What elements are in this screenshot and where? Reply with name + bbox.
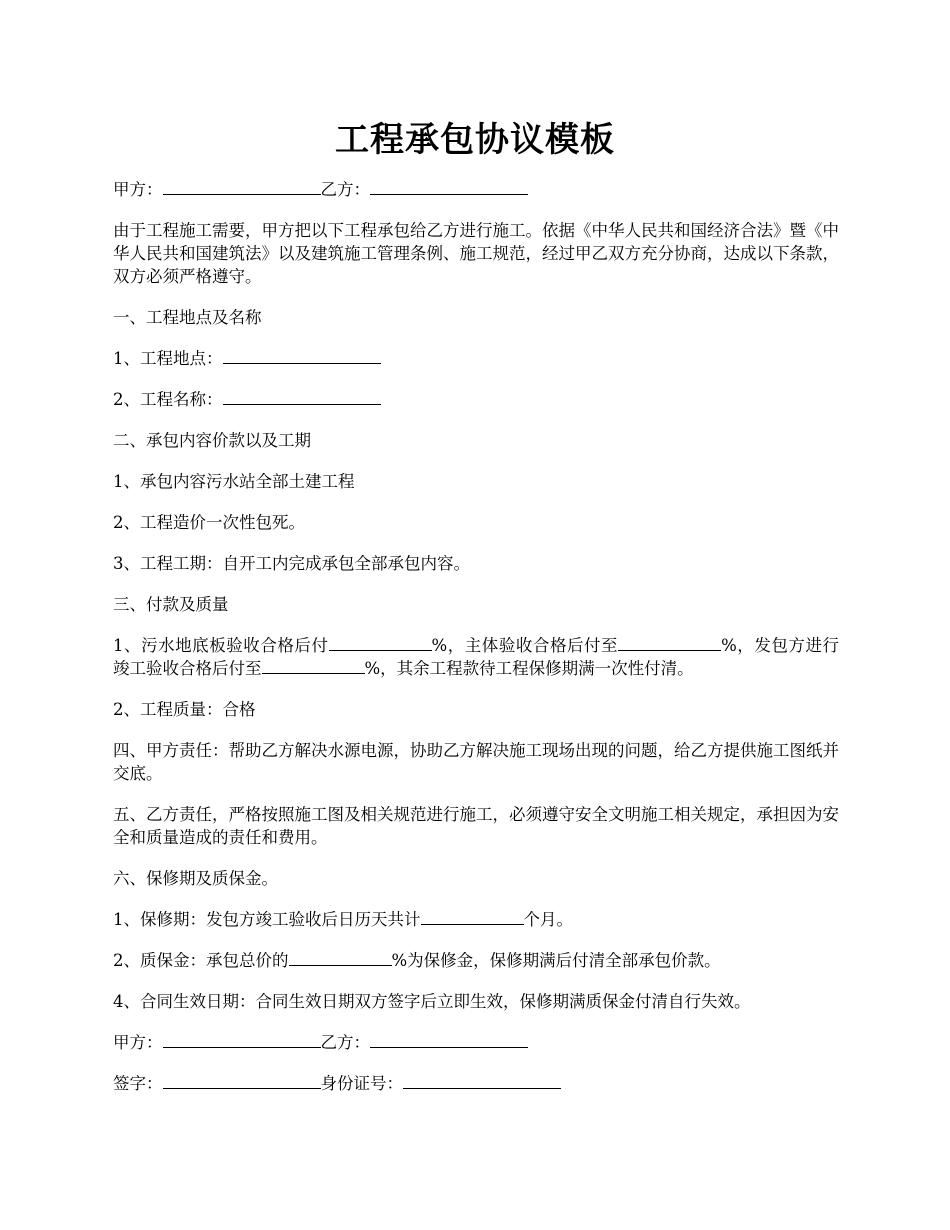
payment-blank-2 bbox=[618, 634, 721, 651]
payment-text-1: 1、污水地底板验收合格后付 bbox=[113, 636, 329, 655]
section2-item2: 2、工程造价一次性包死。 bbox=[113, 513, 305, 532]
project-location-label: 1、工程地点： bbox=[113, 349, 223, 368]
party-a-blank-bottom bbox=[163, 1031, 321, 1048]
party-a-label: 甲方： bbox=[113, 180, 163, 199]
payment-blank-3 bbox=[262, 657, 365, 674]
party-line-top bbox=[113, 178, 839, 201]
signature-blank bbox=[163, 1072, 321, 1089]
project-name-line bbox=[113, 388, 839, 411]
deposit-line bbox=[113, 949, 839, 972]
section3-heading: 三、付款及质量 bbox=[113, 595, 229, 614]
payment-text-2: %，主体验收合格后付至 bbox=[431, 636, 619, 655]
warranty-line bbox=[113, 908, 839, 931]
intro-paragraph: 由于工程施工需要，甲方把以下工程承包给乙方进行施工。依据《中华人民共和国经济合法》暨《中华人民共和国建筑法》以及建筑施工管理条例、施工规范，经过甲乙双方充分协商，达成以下条款，双方必须严格遵守。 bbox=[113, 221, 839, 286]
deposit-text-2: %为保修金，保修期满后付清全部承包价款。 bbox=[391, 951, 721, 970]
effective-date-line: 4、合同生效日期：合同生效日期双方签字后立即生效，保修期满质保金付清自行失效。 bbox=[113, 992, 751, 1011]
section4-paragraph: 四、甲方责任：帮助乙方解决水源电源，协助乙方解决施工现场出现的问题，给乙方提供施工图纸并交底。 bbox=[113, 741, 839, 783]
party-b-blank bbox=[370, 178, 528, 195]
id-number-blank bbox=[403, 1072, 561, 1089]
quality-line: 2、工程质量：合格 bbox=[113, 700, 256, 719]
section2-item3: 3、工程工期：自开工内完成承包全部承包内容。 bbox=[113, 554, 470, 573]
deposit-text-1: 2、质保金：承包总价的 bbox=[113, 951, 289, 970]
deposit-blank bbox=[289, 949, 392, 966]
id-number-label: 身份证号： bbox=[320, 1074, 403, 1093]
section2-heading: 二、承包内容价款以及工期 bbox=[113, 431, 311, 450]
signature-line bbox=[113, 1072, 839, 1095]
project-location-line bbox=[113, 347, 839, 370]
party-b-label: 乙方： bbox=[320, 180, 370, 199]
payment-blank-1 bbox=[329, 634, 432, 651]
payment-paragraph bbox=[113, 634, 839, 680]
project-location-blank bbox=[223, 347, 381, 364]
party-b-label-bottom: 乙方： bbox=[320, 1033, 370, 1052]
warranty-text-1: 1、保修期：发包方竣工验收后日历天共计 bbox=[113, 910, 421, 929]
project-name-blank bbox=[223, 388, 381, 405]
warranty-text-2: 个月。 bbox=[523, 910, 573, 929]
payment-text-3: %，发包方进行竣工验收合格后付至 bbox=[113, 636, 839, 678]
party-b-blank-bottom bbox=[370, 1031, 528, 1048]
section6-heading: 六、保修期及质保金。 bbox=[113, 869, 278, 888]
party-a-blank bbox=[163, 178, 321, 195]
section1-heading: 一、工程地点及名称 bbox=[113, 308, 262, 327]
payment-text-4: %，其余工程款待工程保修期满一次性付清。 bbox=[364, 659, 694, 678]
project-name-label: 2、工程名称： bbox=[113, 390, 223, 409]
party-a-label-bottom: 甲方： bbox=[113, 1033, 163, 1052]
section2-item1: 1、承包内容污水站全部土建工程 bbox=[113, 472, 355, 491]
party-line-bottom bbox=[113, 1031, 839, 1054]
document-body bbox=[113, 178, 839, 1113]
document-title: 工程承包协议模板 bbox=[335, 120, 615, 160]
section5-paragraph: 五、乙方责任，严格按照施工图及相关规范进行施工，必须遵守安全文明施工相关规定，承担因为安全和质量造成的责任和费用。 bbox=[113, 805, 839, 847]
signature-label: 签字： bbox=[113, 1074, 163, 1093]
warranty-blank bbox=[421, 908, 524, 925]
